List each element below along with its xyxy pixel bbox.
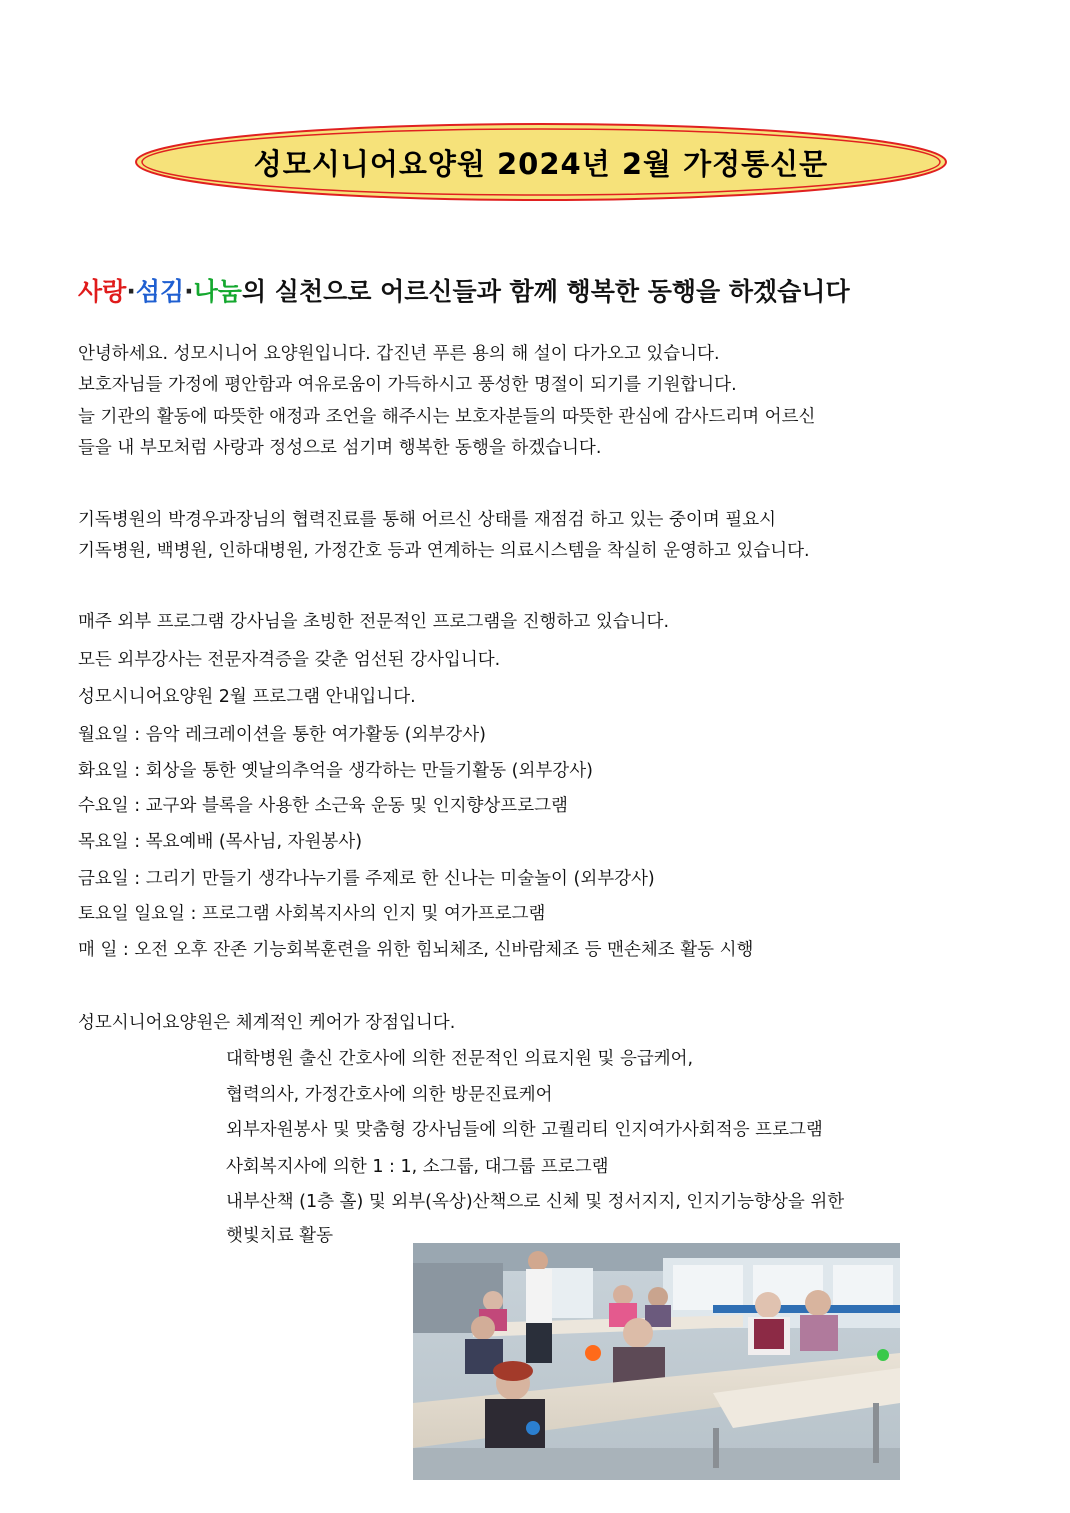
intro-line: 늘 기관의 활동에 따뜻한 애정과 조언을 해주시는 보호자분들의 따뜻한 관심에 감사드리며 어르신	[78, 407, 816, 427]
intro-line: 들을 내 부모처럼 사랑과 정성으로 섬기며 행복한 동행을 하겠습니다.	[78, 438, 602, 458]
schedule-monday: 월요일 : 음악 레크레이션을 통한 여가활동 (외부강사)	[78, 725, 486, 745]
strength-item: 햇빛치료 활동	[226, 1226, 333, 1246]
slogan-word-serve: 섬김	[135, 277, 185, 306]
title-banner	[132, 120, 950, 204]
schedule-thursday: 목요일 : 목요예배 (목사님, 자원봉사)	[78, 832, 363, 852]
strength-item: 외부자원봉사 및 맞춤형 강사님들에 의한 고퀄리티 인지여가사회적응 프로그램	[226, 1120, 823, 1140]
strengths-heading: 성모시니어요양원은 체계적인 케어가 장점입니다.	[78, 1013, 456, 1033]
program-intro-line: 매주 외부 프로그램 강사님을 초빙한 전문적인 프로그램을 진행하고 있습니다.	[78, 612, 670, 632]
intro-line: 보호자님들 가정에 평안함과 여유로움이 가득하시고 풍성한 명절이 되기를 기원합니다.	[78, 375, 737, 395]
slogan-separator: ·	[184, 277, 194, 306]
slogan-word-share: 나눔	[193, 277, 242, 306]
slogan	[78, 272, 850, 308]
page-title: 성모시니어요양원 2024년 2월 가정통신문	[253, 146, 829, 181]
slogan-separator: ·	[126, 277, 136, 306]
strength-item: 협력의사, 가정간호사에 의한 방문진료케어	[226, 1085, 553, 1105]
schedule-daily: 매 일 : 오전 오후 잔존 기능회복훈련을 위한 힘뇌체조, 신바람체조 등 맨손체조 활동 시행	[78, 940, 754, 960]
program-intro-line: 모든 외부강사는 전문자격증을 갖춘 엄선된 강사입니다.	[78, 650, 501, 670]
intro-line: 안녕하세요. 성모시니어 요양원입니다. 갑진년 푸른 용의 해 설이 다가오고 있습니다.	[78, 344, 720, 364]
medical-line: 기독병원, 백병원, 인하대병원, 가정간호 등과 연계하는 의료시스템을 착실히 운영하고 있습니다.	[78, 541, 810, 561]
schedule-friday: 금요일 : 그리기 만들기 생각나누기를 주제로 한 신나는 미술놀이 (외부강사)	[78, 869, 655, 889]
activity-photo	[413, 1243, 900, 1480]
strength-item: 내부산책 (1층 홀) 및 외부(옥상)산책으로 신체 및 정서지지, 인지기능향상을 위한	[226, 1192, 845, 1212]
strength-item: 사회복지사에 의한 1 : 1, 소그룹, 대그룹 프로그램	[226, 1157, 609, 1177]
strength-item: 대학병원 출신 간호사에 의한 전문적인 의료지원 및 응급케어,	[226, 1049, 694, 1069]
schedule-wednesday: 수요일 : 교구와 블록을 사용한 소근육 운동 및 인지향상프로그램	[78, 796, 568, 816]
program-intro-line: 성모시니어요양원 2월 프로그램 안내입니다.	[78, 687, 416, 707]
slogan-rest: 의 실천으로 어르신들과 함께 행복한 동행을 하겠습니다	[241, 277, 850, 306]
schedule-tuesday: 화요일 : 회상을 통한 옛날의추억을 생각하는 만들기활동 (외부강사)	[78, 761, 593, 781]
activity-photo-illustration	[413, 1243, 900, 1480]
medical-line: 기독병원의 박경우과장님의 협력진료를 통해 어르신 상태를 재점검 하고 있는 중이며 필요시	[78, 510, 777, 530]
slogan-word-love: 사랑	[78, 277, 127, 306]
schedule-weekend: 토요일 일요일 : 프로그램 사회복지사의 인지 및 여가프로그램	[78, 904, 546, 924]
